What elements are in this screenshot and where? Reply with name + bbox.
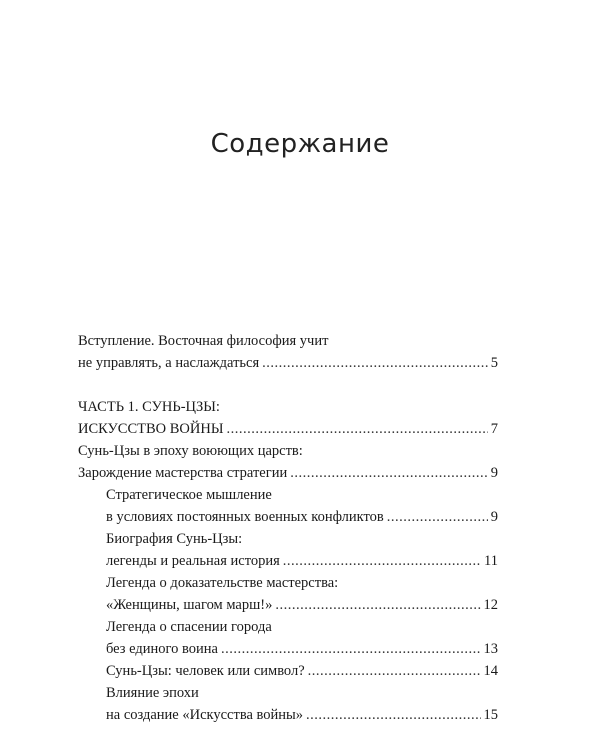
toc-entry-text: легенды и реальная история — [106, 553, 280, 569]
dot-leader — [262, 352, 488, 374]
dot-leader — [306, 704, 480, 726]
toc-entry-part1-line1: ЧАСТЬ 1. СУНЬ-ЦЗЫ: — [78, 399, 220, 415]
page-number: 12 — [483, 597, 498, 613]
toc-entry-biography[interactable] — [78, 550, 498, 572]
toc-entry-text: Сунь-Цзы: человек или символ? — [106, 663, 305, 679]
page-number: 5 — [490, 355, 498, 371]
spacer — [78, 374, 498, 396]
toc-entry-symbol[interactable] — [78, 660, 498, 682]
toc-entry-biography-line1: Биография Сунь-Цзы: — [106, 531, 243, 547]
page-number: 15 — [483, 707, 498, 723]
page-number: 7 — [490, 421, 498, 437]
page-title: Содержание — [210, 129, 390, 160]
toc-entry-text: ИСКУССТВО ВОЙНЫ — [78, 421, 224, 437]
dot-leader — [227, 418, 488, 440]
toc-entry-era-line1: Сунь-Цзы в эпоху воюющих царств: — [78, 443, 303, 459]
toc-entry-legend-mastery-line1: Легенда о доказательстве мастерства: — [106, 575, 339, 591]
table-of-contents — [78, 330, 498, 726]
dot-leader — [221, 638, 481, 660]
page-number: 9 — [490, 509, 498, 525]
toc-entry-influence[interactable] — [78, 704, 498, 726]
toc-entry-strategic[interactable] — [78, 506, 498, 528]
dot-leader — [308, 660, 481, 682]
page-number: 11 — [484, 553, 498, 569]
toc-entry-text: без единого воина — [106, 641, 218, 657]
page-number: 14 — [483, 663, 498, 679]
toc-entry-era[interactable] — [78, 462, 498, 484]
page-number: 13 — [483, 641, 498, 657]
toc-entry-legend-mastery[interactable] — [78, 594, 498, 616]
toc-entry-legend-city-line1: Легенда о спасении города — [106, 619, 272, 635]
dot-leader — [290, 462, 488, 484]
toc-entry-strategic-line1: Стратегическое мышление — [106, 487, 272, 503]
dot-leader — [283, 550, 481, 572]
toc-entry-intro-line1: Вступление. Восточная философия учит — [78, 333, 329, 349]
toc-entry-text: Зарождение мастерства стратегии — [78, 465, 288, 481]
toc-entry-text: на создание «Искусства войны» — [106, 707, 304, 723]
dot-leader — [275, 594, 480, 616]
toc-entry-text: «Женщины, шагом марш!» — [106, 597, 273, 613]
toc-entry-legend-city[interactable] — [78, 638, 498, 660]
toc-entry-intro[interactable] — [78, 352, 498, 374]
toc-entry-influence-line1: Влияние эпохи — [106, 685, 199, 701]
page-number: 9 — [490, 465, 498, 481]
toc-entry-text: не управлять, а наслаждаться — [78, 355, 260, 371]
toc-entry-part1[interactable] — [78, 418, 498, 440]
toc-entry-text: в условиях постоянных военных конфликтов — [106, 509, 384, 525]
dot-leader — [387, 506, 488, 528]
